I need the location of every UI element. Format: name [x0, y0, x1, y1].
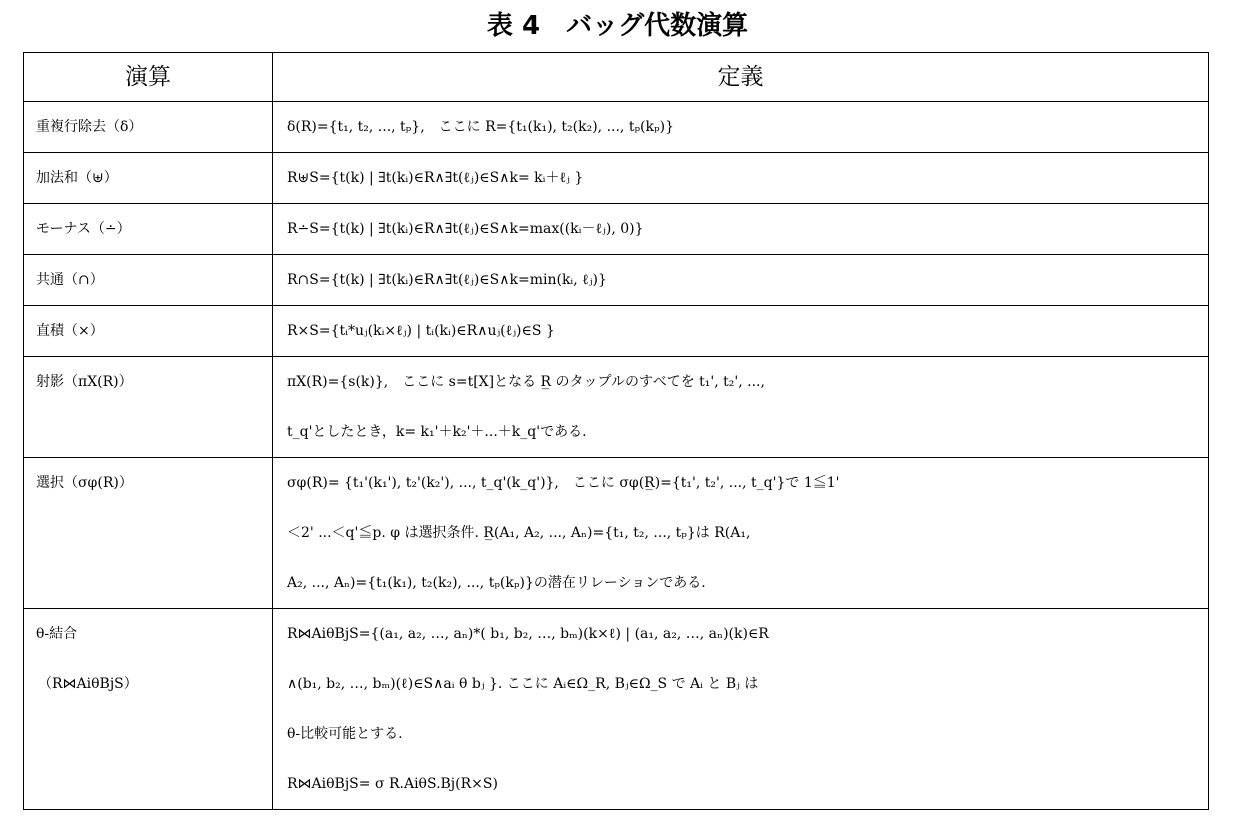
definition-line: δ(R)={t₁, t₂, ..., tₚ}, ここに R={t₁(k₁), t₂(k₂), ..., tₚ(kₚ)} [287, 119, 674, 135]
definition-cell [273, 204, 1209, 255]
definition-line: ＜2' ...＜q'≦p. φ は選択条件. R̲(A₁, A₂, ..., Aₙ)={t₁, t₂, ..., tₚ}は R(A₁, [287, 525, 751, 541]
definition-cell [273, 357, 1209, 458]
operation-cell: 加法和（⊎） [24, 153, 273, 204]
operation-cell: 選択（σφ(R)） [24, 458, 273, 609]
definition-line: R⋈AiθBjS={(a₁, a₂, …, aₙ)*( b₁, b₂, …, bₘ)(k×ℓ) | (a₁, a₂, …, aₙ)(k)∈R [287, 626, 769, 642]
table-caption: 表 4 バッグ代数演算 [486, 11, 749, 41]
table-row [24, 204, 1209, 255]
definition-cell [273, 153, 1209, 204]
definition-line: R∩S={t(k) | ∃t(kᵢ)∈R∧∃t(ℓⱼ)∈S∧k=min(kᵢ, ℓⱼ)} [287, 272, 607, 288]
definition-line: R⋈AiθBjS= σ R.AiθS.Bj(R×S) [287, 776, 498, 792]
header-definition: 定義 [273, 53, 1209, 102]
bag-algebra-table [23, 52, 1209, 810]
definition-cell [273, 306, 1209, 357]
table-header-row [24, 53, 1209, 102]
definition-line: πX(R)={s(k)}, ここに s=t[X]となる R̲ のタップルのすべてを t₁', t₂', ..., [287, 374, 765, 390]
table-row [24, 153, 1209, 204]
definition-line: t_q'としたとき，k= k₁'＋k₂'＋...＋k_q'である. [287, 424, 587, 440]
definition-line: A₂, ..., Aₙ)={t₁(k₁), t₂(k₂), ..., tₚ(kₚ)}の潜在リレーションである. [287, 575, 706, 591]
operation-cell [24, 609, 273, 810]
definition-cell [273, 609, 1209, 810]
definition-cell [273, 458, 1209, 609]
definition-line: σφ(R)= {t₁'(k₁'), t₂'(k₂'), ..., t_q'(k_q')}, ここに σφ(R̲)={t₁', t₂', ..., t_q'}で 1≦1' [287, 475, 840, 491]
operation-cell: 射影（πX(R)） [24, 357, 273, 458]
operation-label: θ-結合 [36, 626, 78, 642]
operation-cell: モーナス（∸） [24, 204, 273, 255]
table-row [24, 609, 1209, 810]
definition-cell [273, 255, 1209, 306]
header-operation: 演算 [24, 53, 273, 102]
definition-line: R×S={tᵢ*uⱼ(kᵢ×ℓⱼ) | tᵢ(kᵢ)∈R∧uⱼ(ℓⱼ)∈S } [287, 323, 555, 339]
table-row [24, 458, 1209, 609]
operation-cell: 直積（×） [24, 306, 273, 357]
operation-cell: 重複行除去（δ） [24, 102, 273, 153]
operation-cell: 共通（∩） [24, 255, 273, 306]
definition-line: ∧(b₁, b₂, …, bₘ)(ℓ)∈S∧aᵢ θ bⱼ }. ここに Aᵢ∈Ω_R, Bⱼ∈Ω_S で Aᵢ と Bⱼ は [287, 676, 759, 692]
definition-line: R⊎S={t(k) | ∃t(kᵢ)∈R∧∃t(ℓⱼ)∈S∧k= kᵢ＋ℓⱼ } [287, 170, 584, 186]
operation-notation: （R⋈AiθBjS） [38, 676, 138, 692]
definition-line: R∸S={t(k) | ∃t(kᵢ)∈R∧∃t(ℓⱼ)∈S∧k=max((kᵢ－ℓⱼ), 0)} [287, 221, 644, 237]
definition-line: θ-比較可能とする. [287, 726, 403, 742]
table-row [24, 255, 1209, 306]
table-row [24, 306, 1209, 357]
definition-cell [273, 102, 1209, 153]
table-row [24, 357, 1209, 458]
table-row [24, 102, 1209, 153]
